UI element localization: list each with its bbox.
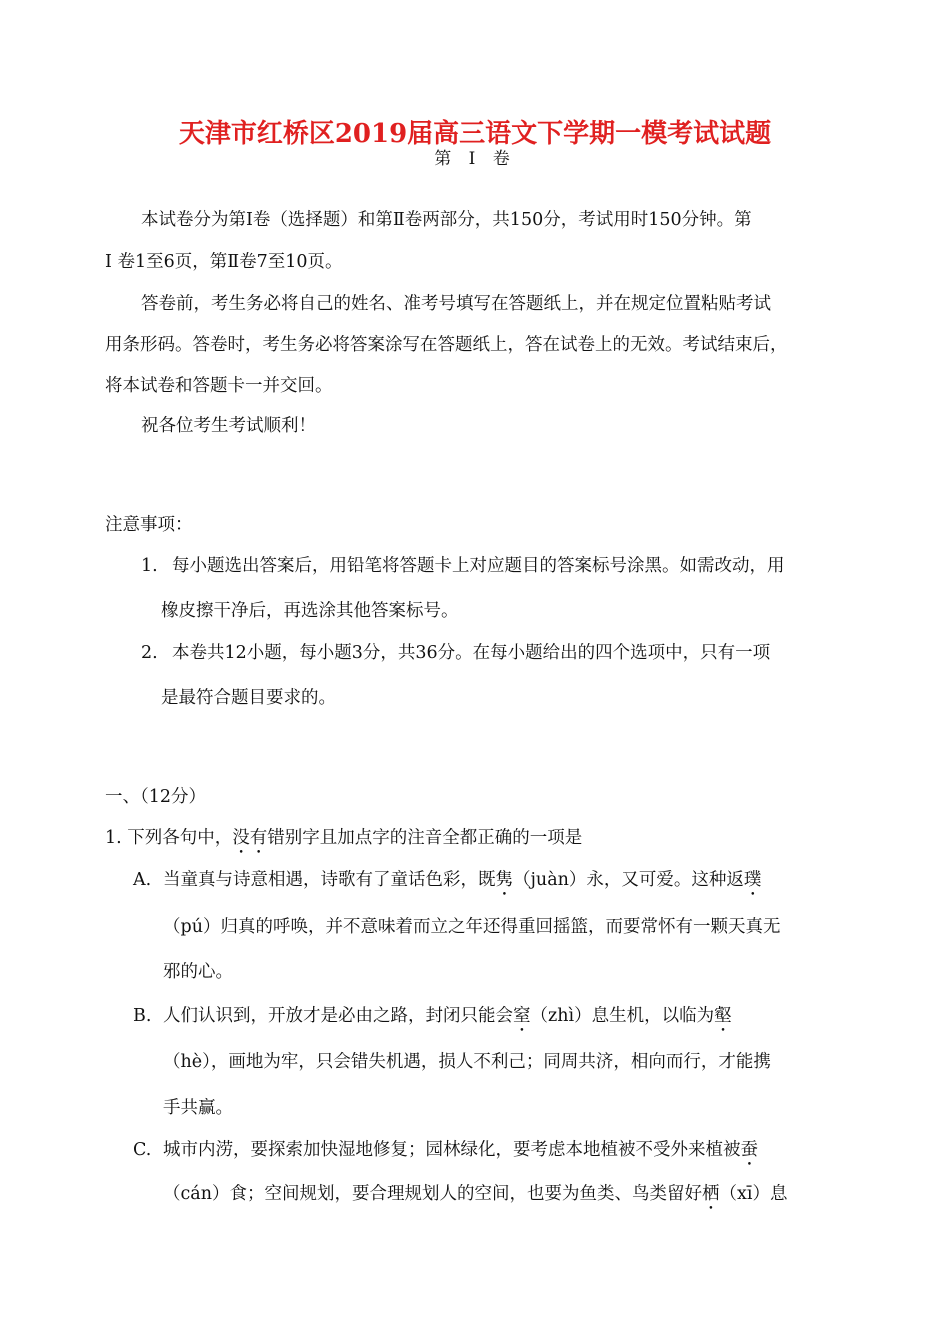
option-a-line-3: 邪的心。: [163, 962, 233, 982]
option-b-line-3: 手共赢。: [163, 1098, 233, 1118]
intro-paragraph-3: 祝各位考生考试顺利！: [141, 416, 316, 436]
question-1-number: 1.: [105, 828, 122, 848]
option-b-emphasis-1: 窒: [513, 1006, 531, 1026]
question-1-emphasis: 没有: [232, 828, 268, 848]
option-a-line-2: （pú）归真的呼唤，并不意味着而立之年还得重回摇篮，而要常怀有一颗天真无: [163, 917, 781, 937]
intro-paragraph-2-line-2: 用条形码。答卷时，考生务必将答案涂写在答题纸上，答在试卷上的无效。考试结束后，: [105, 335, 788, 355]
intro-paragraph-1-line-2: Ⅰ 卷1至6页，第Ⅱ卷7至10页。: [105, 252, 343, 272]
notes-item-2-line-1: 本卷共12小题，每小题3分，共36分。在每小题给出的四个选项中，只有一项: [172, 643, 771, 663]
question-1-suffix: 错别字且加点字的注音全都正确的一项是: [267, 828, 583, 848]
notes-heading: 注意事项：: [105, 515, 193, 535]
option-c-line-1: [163, 1138, 758, 1170]
question-1-prefix: 下列各句中，: [127, 828, 233, 848]
question-1: [105, 826, 582, 858]
document-title: 天津市红桥区2019届高三语文下学期一模考试试题: [178, 119, 772, 149]
option-c-emphasis-1: 蚕: [740, 1140, 758, 1160]
notes-item-1-number: 1.: [141, 556, 158, 576]
notes-item-2-number: 2.: [141, 643, 158, 663]
intro-paragraph-2-line-1: 答卷前，考生务必将自己的姓名、准考号填写在答题纸上，并在规定位置粘贴考试: [141, 294, 771, 314]
section-heading: 一、（12分）: [105, 787, 207, 807]
intro-paragraph-2-line-3: 将本试卷和答题卡一并交回。: [105, 376, 333, 396]
option-a-emphasis-2: 璞: [743, 870, 762, 890]
notes-item-1-line-2: 橡皮擦干净后，再选涂其他答案标号。: [161, 601, 459, 621]
option-a-emphasis-1: 隽: [495, 870, 513, 890]
option-c-text-1: 城市内涝，要探索加快湿地修复；园林绿化，要考虑本地植被不受外来植被: [163, 1140, 741, 1160]
option-a-text-2: （juàn）永，又可爱。这种返: [513, 870, 744, 890]
notes-item-2-line-2: 是最符合题目要求的。: [161, 688, 336, 708]
notes-item-1-line-1: 每小题选出答案后，用铅笔将答题卡上对应题目的答案标号涂黑。如需改动，用: [172, 556, 785, 576]
option-c-text-2: （cán）食；空间规划，要合理规划人的空间，也要为鱼类、鸟类留好: [163, 1184, 703, 1204]
option-c-text-3: （xī）息: [719, 1184, 788, 1204]
option-a-label: A.: [133, 870, 152, 890]
option-c-emphasis-2: 栖: [702, 1184, 720, 1204]
option-b-line-1: [163, 1004, 732, 1036]
volume-label: 第 Ⅰ 卷: [434, 149, 516, 169]
option-c-label: C.: [133, 1140, 152, 1160]
option-b-line-2: （hè），画地为牢，只会错失机遇，损人不利己；同周共济，相向而行，才能携: [163, 1052, 771, 1072]
option-a-line-1: [163, 868, 761, 900]
option-b-text-1: 人们认识到，开放才是必由之路，封闭只能会: [163, 1006, 513, 1026]
option-a-text-1: 当童真与诗意相遇，诗歌有了童话色彩，既: [163, 870, 496, 890]
intro-paragraph-1-line-1: 本试卷分为第Ⅰ卷（选择题）和第Ⅱ卷两部分，共150分，考试用时150分钟。第: [141, 210, 752, 230]
option-b-label: B.: [133, 1006, 152, 1026]
option-c-line-2: [163, 1182, 787, 1214]
option-b-emphasis-2: 壑: [714, 1006, 732, 1026]
option-b-text-2: （zhì）息生机，以临为: [530, 1006, 715, 1026]
